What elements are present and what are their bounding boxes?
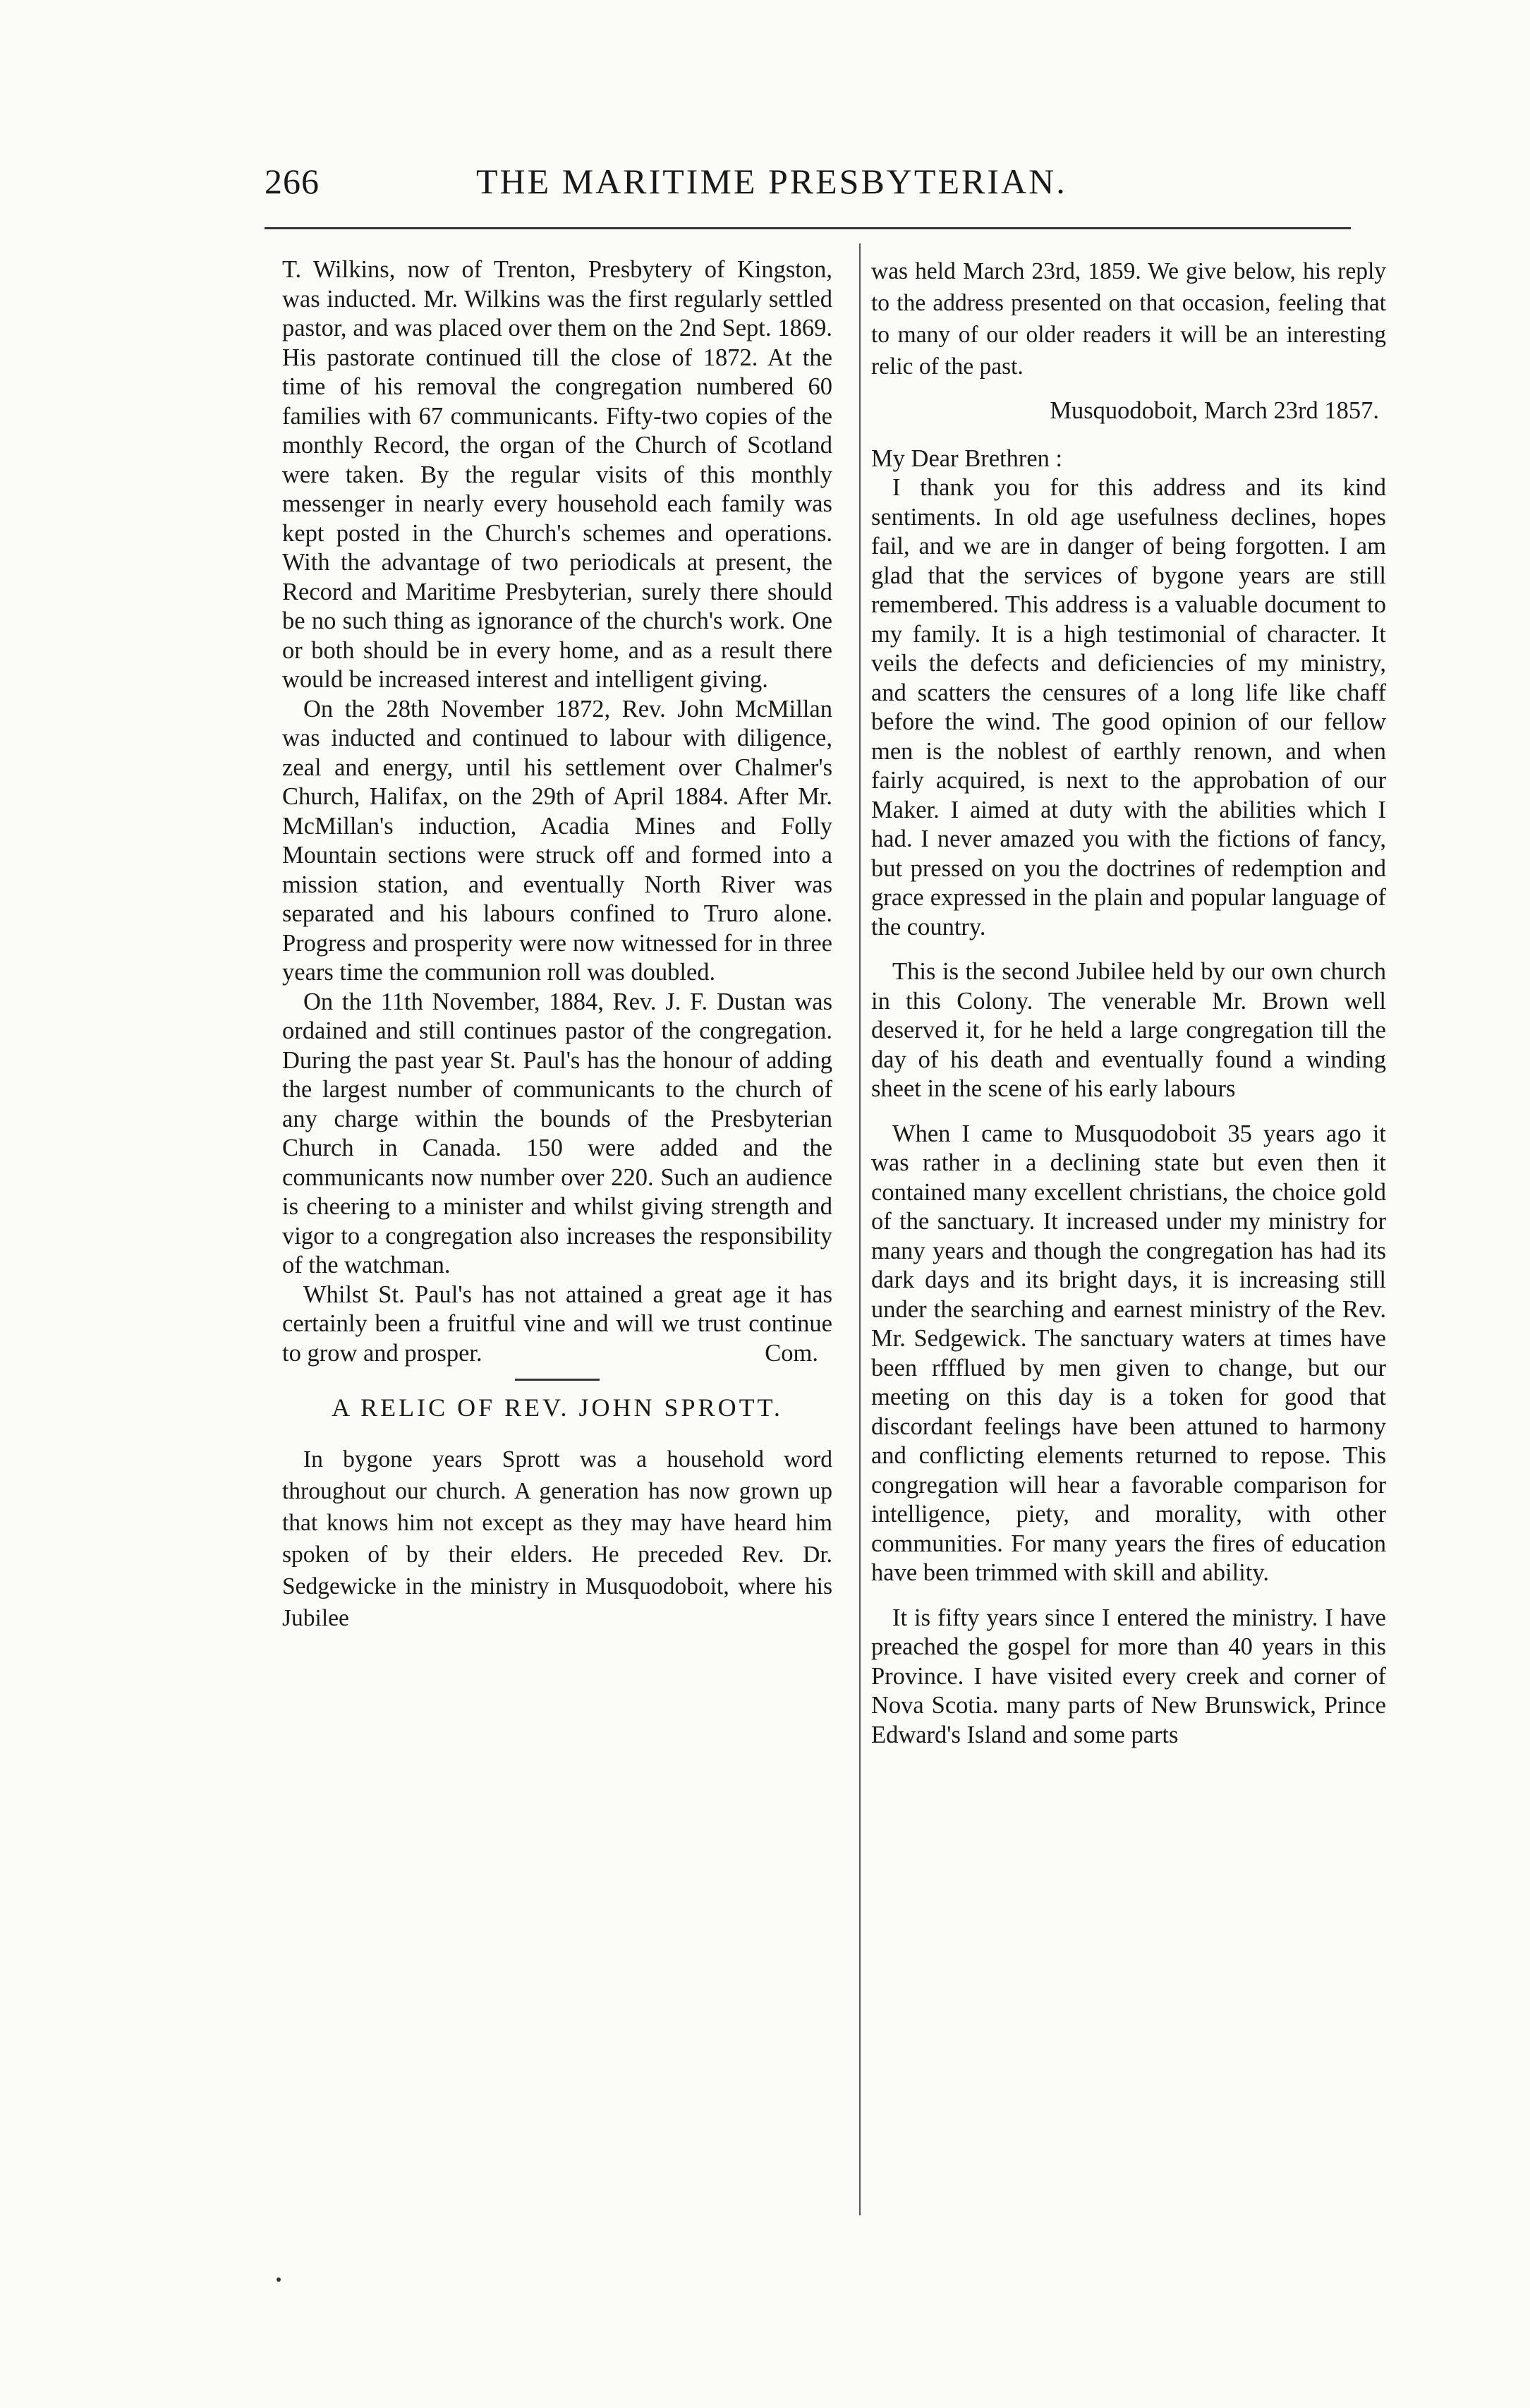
letter-salutation: My Dear Brethren : xyxy=(871,444,1063,472)
stray-mark xyxy=(277,2277,281,2282)
column-divider xyxy=(859,243,861,2215)
left-column xyxy=(282,255,832,1634)
page-header xyxy=(265,161,1358,210)
article-paragraph: On the 28th November 1872, Rev. John McMillan was inducted and continued to labour with diligence, zeal and energy, until his settlement over Chalmer's Church, Halifax, on the 29th of April 1884. After Mr. McMillan's induction, Acadia Mines and Folly Mountain sections were struck off and formed into a mission station, and eventually North River was separated and his labours confined to Truro alone. Progress and prosperity were now witnessed for in three years time the communion roll was doubled. xyxy=(282,695,832,986)
letter-paragraph: It is fifty years since I entered the ministry. I have preached the gospel for more than 40 years in this Province. I have visited every creek and corner of Nova Scotia. many parts of New Brunswick, Prince Edward's Island and some parts xyxy=(871,1604,1386,1748)
article-paragraph: Whilst St. Paul's has not attained a great age it has certainly been a fruitful vine and will we trust continue to grow and prosper. xyxy=(282,1281,832,1367)
article-signature: Com. xyxy=(765,1340,818,1367)
right-column xyxy=(871,255,1386,1750)
section-rule xyxy=(515,1379,600,1381)
page-number: 266 xyxy=(265,162,320,201)
letter-paragraph: I thank you for this address and its kind sentiments. In old age usefulness declines, hopes fail, and we are in danger of being forgotten. I am glad that the services of bygone years are still remembered. This address is a valuable document to my family. It is a high testimonial of character. It veils the defects and deficiencies of my ministry, and scatters the censures of a long life like chaff before the wind. The good opinion of our fellow men is the noblest of earthly renown, and when fairly acquired, is next to the approbation of our Maker. I aimed at duty with the abilities which I had. I never amazed you with the fictions of fancy, but pressed on you the doctrines of redemption and grace expressed in the plain and popular language of the country. xyxy=(871,474,1386,940)
section-heading: A RELIC OF REV. JOHN SPROTT. xyxy=(332,1393,783,1422)
relic-intro-paragraph: In bygone years Sprott was a household word throughout our church. A generation has now grown up that knows him not except as they may have heard him spoken of by their elders. He preceded Rev. Dr. Sedgewicke in the ministry in Musquodoboit, where his Jubilee xyxy=(282,1446,832,1631)
closing-paragraph xyxy=(282,1281,832,1369)
relic-continuation: was held March 23rd, 1859. We give below, his reply to the address presented on that occasion, feeling that to many of our older readers it will be an interesting relic of the past. xyxy=(871,258,1386,380)
header-rule xyxy=(265,227,1351,229)
letter-paragraph: This is the second Jubilee held by our own church in this Colony. The venerable Mr. Brown well deserved it, for he held a large congregation till the day of his death and eventually found a winding sheet in the scene of his early labours xyxy=(871,958,1386,1102)
letter-paragraph: When I came to Musquodoboit 35 years ago it was rather in a declining state but even then it contained many excellent christians, the choice gold of the sanctuary. It increased under my ministry for many years and though the congregation has had its dark days and its bright days, it is increasing still under the searching and earnest ministry of the Rev. Mr. Sedgewick. The sanctuary waters at times have been rffflued by men given to change, but our meeting on this day is a token for good that discordant feelings have been attuned to harmony and conflicting elements returned to repose. This congregation will hear a favorable comparison for intelligence, piety, and morality, with other communities. For many years the fires of education have been trimmed with skill and ability. xyxy=(871,1120,1386,1586)
article-paragraph: On the 11th November, 1884, Rev. J. F. Dustan was ordained and still continues pastor of the congregation. During the past year St. Paul's has the honour of adding the largest number of communicants to the church of any charge within the bounds of the Presbyterian Church in Canada. 150 were added and the communicants now number over 220. Such an audience is cheering to a minister and whilst giving strength and vigor to a congregation also increases the responsibility of the watchman. xyxy=(282,988,832,1278)
running-title: THE MARITIME PRESBYTERIAN. xyxy=(476,162,1067,201)
article-paragraph: T. Wilkins, now of Trenton, Presbytery of Kingston, was inducted. Mr. Wilkins was the first regularly settled pastor, and was placed over them on the 2nd Sept. 1869. His pastorate continued till the close of 1872. At the time of his removal the congregation numbered 60 families with 67 communicants. Fifty-two copies of the monthly Record, the organ of the Church of Scotland were taken. By the regular visits of this monthly messenger in nearly every household each family was kept posted in the Church's schemes and operations. With the advantage of two periodicals at present, the Record and Maritime Presbyterian, surely there should be no such thing as ignorance of the church's work. One or both should be in every home, and as a result there would be increased interest and intelligent giving. xyxy=(282,256,832,693)
letter-dateline: Musquodoboit, March 23rd 1857. xyxy=(1050,397,1379,424)
